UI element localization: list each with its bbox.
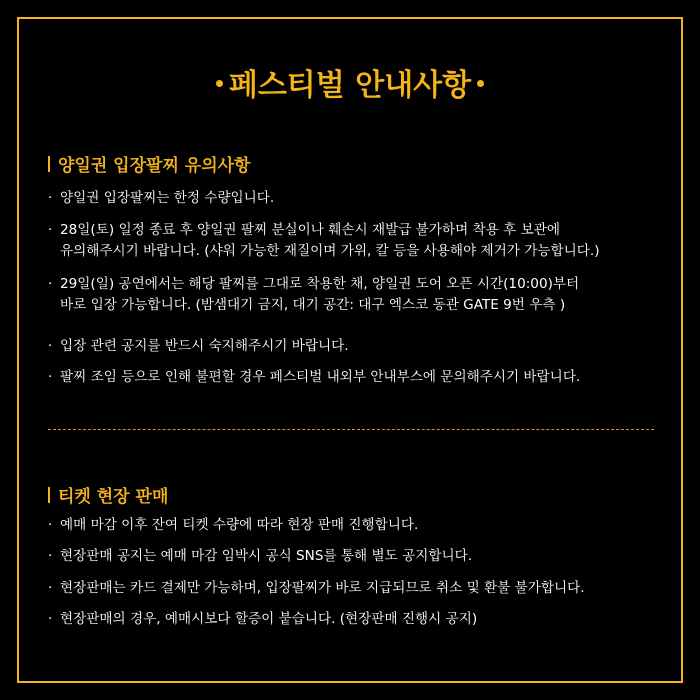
section-heading-wristband (48, 151, 250, 176)
page-title (0, 60, 700, 104)
list-item-line: 28일(토) 일정 종료 후 양일권 팔찌 분실이나 훼손시 재발급 불가하며 착용 후 보관에 (60, 222, 560, 238)
list-item-line: 양일권 입장팔찌는 한정 수량입니다. (60, 190, 275, 206)
bullet-icon: · (48, 369, 53, 385)
list-item-line: 예매 마감 이후 잔여 티켓 수량에 따라 현장 판매 진행합니다. (60, 517, 419, 533)
title-left-dot (216, 80, 223, 87)
page-title-text: 페스티벌 안내사항 (228, 68, 472, 103)
list-item (46, 220, 600, 262)
list-item-line: 29일(일) 공연에서는 해당 팔찌를 그대로 착용한 채, 양일권 도어 오픈 시간(10:00)부터 (60, 276, 580, 292)
dashed-divider (48, 429, 654, 430)
list-item (46, 609, 477, 630)
list-item (46, 578, 585, 599)
list-item-line: 현장판매의 경우, 예매시보다 할증이 붙습니다. (현장판매 진행시 공지) (60, 611, 478, 627)
title-right-dot (477, 80, 484, 87)
heading-bar-icon (48, 156, 50, 172)
bullet-icon: · (48, 338, 53, 354)
list-item-line: 유의해주시기 바랍니다. (샤워 가능한 재질이며 가위, 칼 등을 사용해야 제거가 가능합니다.) (60, 243, 600, 259)
list-item (46, 188, 274, 209)
bullet-icon: · (48, 222, 53, 238)
bullet-icon: · (48, 548, 53, 564)
heading-bar-icon (48, 487, 50, 503)
list-item-line: 바로 입장 가능합니다. (밤샘대기 금지, 대기 공간: 대구 엑스코 동관 GATE 9번 우측 ) (60, 297, 566, 313)
section-heading-onsite-sales (48, 482, 168, 507)
list-item (46, 336, 349, 357)
list-item (46, 546, 472, 567)
bullet-icon: · (48, 580, 53, 596)
list-item (46, 515, 418, 536)
bullet-icon: · (48, 611, 53, 627)
bullet-icon: · (48, 190, 53, 206)
list-item (46, 367, 580, 388)
list-item-line: 현장판매 공지는 예매 마감 임박시 공식 SNS를 통해 별도 공지합니다. (60, 548, 473, 564)
section-heading-onsite-sales-text: 티켓 현장 판매 (58, 487, 169, 507)
bullet-icon: · (48, 276, 53, 292)
list-item-line: 팔찌 조임 등으로 인해 불편할 경우 페스티벌 내외부 안내부스에 문의해주시기 바랍니다. (60, 369, 581, 385)
bullet-icon: · (48, 517, 53, 533)
list-item (46, 274, 579, 316)
list-item-line: 입장 관련 공지를 반드시 숙지해주시기 바랍니다. (60, 338, 349, 354)
list-item-line: 현장판매는 카드 결제만 가능하며, 입장팔찌가 바로 지급되므로 취소 및 환불 불가합니다. (60, 580, 585, 596)
section-heading-wristband-text: 양일권 입장팔찌 유의사항 (58, 156, 251, 176)
